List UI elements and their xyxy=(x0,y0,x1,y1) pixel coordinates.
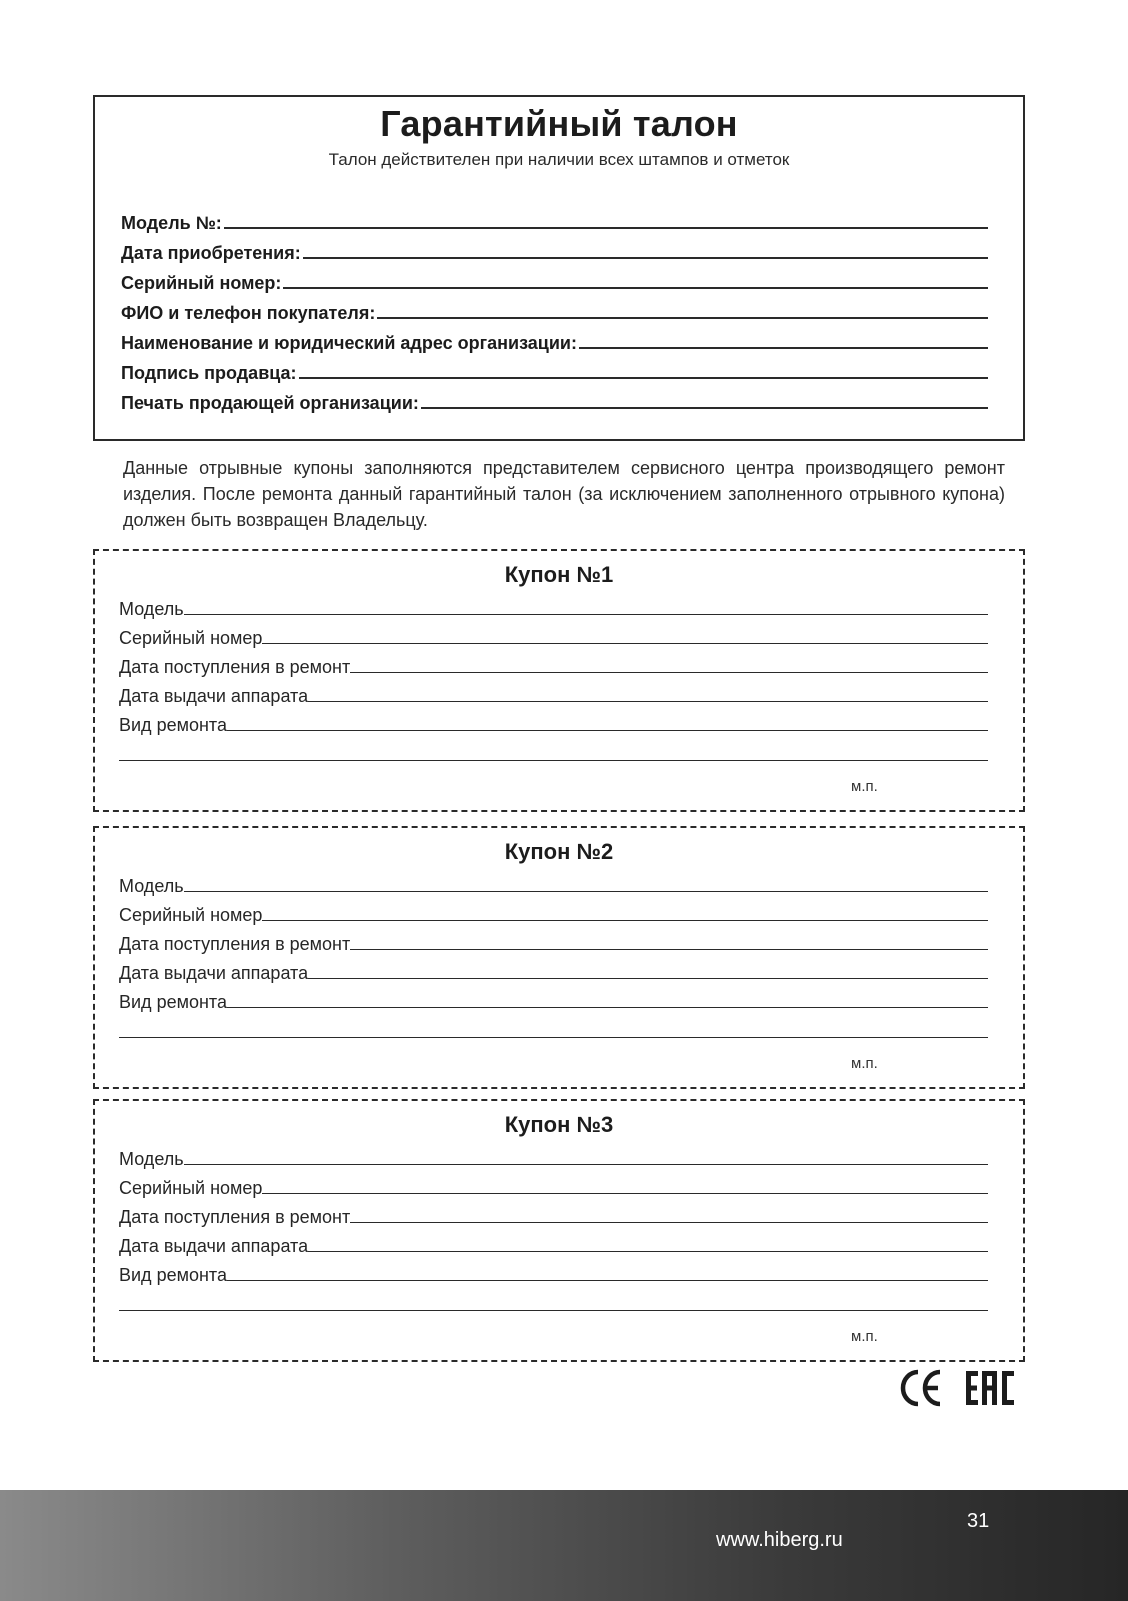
stamp-place: м.п. xyxy=(851,778,878,795)
coupon-field-repair-type xyxy=(119,1257,988,1286)
coupon-field-model xyxy=(119,868,988,897)
fill-line xyxy=(579,347,988,349)
field-seller-stamp xyxy=(121,384,988,414)
field-seller-signature xyxy=(121,354,988,384)
warranty-card xyxy=(93,95,1025,441)
fill-line xyxy=(350,672,988,673)
fill-line xyxy=(227,730,988,731)
field-label: Модель №: xyxy=(121,213,222,233)
field-organization xyxy=(121,324,988,354)
coupon-2 xyxy=(93,826,1025,1089)
field-label: Печать продающей организации: xyxy=(121,393,419,413)
fill-line xyxy=(119,1310,988,1311)
field-label: Серийный номер xyxy=(119,1178,263,1198)
field-label: Дата поступления в ремонт xyxy=(119,1207,351,1227)
fill-line xyxy=(299,377,988,379)
fill-line xyxy=(308,978,988,979)
fill-line xyxy=(283,287,988,289)
field-label: Дата поступления в ремонт xyxy=(119,657,351,677)
fill-line xyxy=(184,891,988,892)
coupon-field-serial xyxy=(119,620,988,649)
field-label: Дата выдачи аппарата xyxy=(119,686,309,706)
coupon-field-received xyxy=(119,1199,988,1228)
fill-line xyxy=(350,1222,988,1223)
field-label: Подпись продавца: xyxy=(121,363,297,383)
fill-line xyxy=(308,701,988,702)
stamp-place: м.п. xyxy=(851,1055,878,1072)
coupon-field-extra-line xyxy=(119,1286,988,1316)
fill-line xyxy=(303,257,988,259)
fill-line xyxy=(119,760,988,761)
coupon-fields xyxy=(119,868,988,1043)
field-label: Вид ремонта xyxy=(119,715,227,735)
coupon-field-issued xyxy=(119,678,988,707)
coupon-1 xyxy=(93,549,1025,812)
coupon-fields xyxy=(119,1141,988,1316)
coupon-3 xyxy=(93,1099,1025,1362)
fill-line xyxy=(119,1037,988,1038)
fill-line xyxy=(227,1007,988,1008)
coupon-fields xyxy=(119,591,988,766)
field-label: Дата поступления в ремонт xyxy=(119,934,351,954)
coupon-field-repair-type xyxy=(119,707,988,736)
field-label: Серийный номер xyxy=(119,905,263,925)
field-label: Наименование и юридический адрес организации: xyxy=(121,333,577,353)
fill-line xyxy=(184,1164,988,1165)
fill-line xyxy=(224,227,988,229)
page-footer xyxy=(0,1490,1128,1601)
field-label: Дата выдачи аппарата xyxy=(119,963,309,983)
field-model xyxy=(121,204,988,234)
eac-mark xyxy=(966,1371,1014,1405)
coupon-title: Купон №3 xyxy=(504,1112,614,1137)
coupon-field-repair-type xyxy=(119,984,988,1013)
stamp-place: м.п. xyxy=(851,1328,878,1345)
coupon-field-received xyxy=(119,926,988,955)
coupon-field-model xyxy=(119,591,988,620)
certification-marks xyxy=(900,1366,1020,1410)
coupon-field-issued xyxy=(119,955,988,984)
field-label: Модель xyxy=(119,1149,184,1169)
field-label: ФИО и телефон покупателя: xyxy=(121,303,376,323)
field-label: Серийный номер: xyxy=(121,273,282,293)
page-number: 31 xyxy=(967,1510,990,1532)
coupon-field-model xyxy=(119,1141,988,1170)
fill-line xyxy=(377,317,988,319)
coupon-field-extra-line xyxy=(119,736,988,766)
ce-mark-c xyxy=(903,1372,918,1404)
warranty-title: Гарантийный талон xyxy=(380,103,738,144)
coupon-field-issued xyxy=(119,1228,988,1257)
field-label: Вид ремонта xyxy=(119,992,227,1012)
coupon-title: Купон №2 xyxy=(504,839,614,864)
field-label: Вид ремонта xyxy=(119,1265,227,1285)
field-label: Дата приобретения: xyxy=(121,243,301,263)
fill-line xyxy=(184,614,988,615)
field-label: Модель xyxy=(119,599,184,619)
fill-line xyxy=(262,920,988,921)
coupon-field-serial xyxy=(119,897,988,926)
fill-line xyxy=(262,643,988,644)
field-label: Дата выдачи аппарата xyxy=(119,1236,309,1256)
field-purchase-date xyxy=(121,234,988,264)
field-serial-number xyxy=(121,264,988,294)
fill-line xyxy=(421,407,988,409)
warranty-fields xyxy=(121,204,988,414)
field-label: Модель xyxy=(119,876,184,896)
coupon-field-extra-line xyxy=(119,1013,988,1043)
coupon-field-received xyxy=(119,649,988,678)
field-buyer xyxy=(121,294,988,324)
field-label: Серийный номер xyxy=(119,628,263,648)
fill-line xyxy=(350,949,988,950)
fill-line xyxy=(227,1280,988,1281)
website-link[interactable]: www.hiberg.ru xyxy=(716,1529,843,1551)
coupon-field-serial xyxy=(119,1170,988,1199)
fill-line xyxy=(262,1193,988,1194)
warranty-subtitle: Талон действителен при наличии всех штампов и отметок xyxy=(328,150,790,169)
ce-eac-logo xyxy=(900,1366,1020,1410)
coupon-title: Купон №1 xyxy=(504,562,614,587)
fill-line xyxy=(308,1251,988,1252)
coupon-note: Данные отрывные купоны заполняются представителем сервисного центра производящего ремонт изделия. После ремонта данный гарантийный талон (за исключением заполненного отрывного купона) должен быть возвращен Владельцу. xyxy=(123,458,1005,530)
